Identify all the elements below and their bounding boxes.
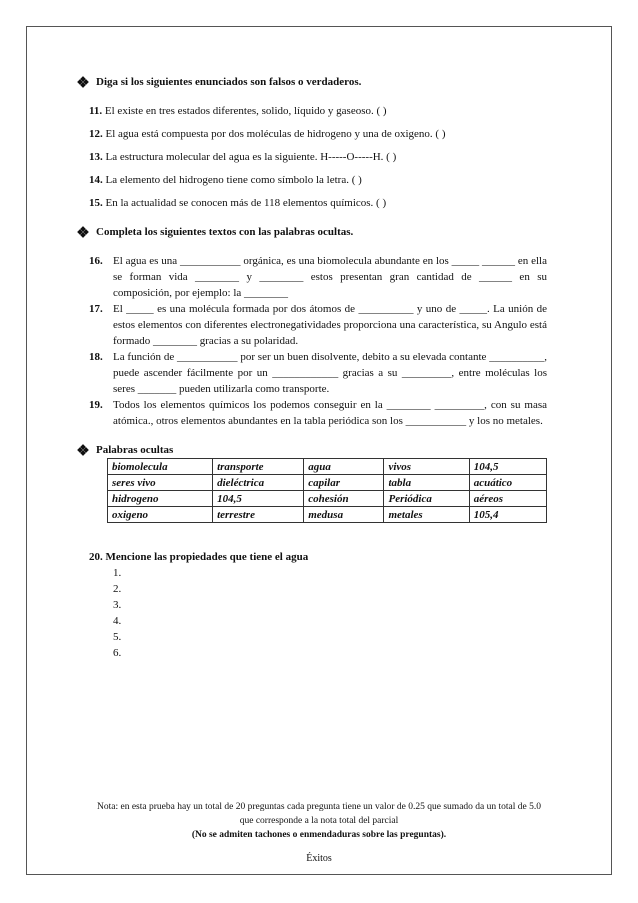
question-number: 20. [89,551,103,563]
question-item [89,195,547,211]
question-item [89,149,547,165]
question-text: La función de ___________ por ser un buen disolvente, debito a su elevada contante __________, puede ascender fácilmente por un ____________ gracias a su _________, entre moléculas los seres _______ pueden utilizarla como transporte. [113,351,547,395]
question-text: La estructura molecular del agua es la siguiente. H-----O-----H. ( ) [105,151,397,163]
question-text: El agua es una ___________ orgánica, es una biomolecula abundante en los _____ ______ en ella se forman vida ________ y ________ estos presentan gran cantidad de ______ en su composición, por ejemplo: la ________ [113,255,547,299]
diamond-bullet-icon [78,227,88,237]
question-text: Mencione las propiedades que tiene el agua [105,551,309,563]
table-cell: biomolecula [108,459,213,475]
diamond-bullet-icon [78,445,88,455]
diamond-bullet-icon [78,77,88,87]
table-cell: vivos [384,459,469,475]
table-cell: oxigeno [108,507,213,523]
question-number: 13. [89,151,103,163]
table-cell: 104,5 [213,491,304,507]
list-item: 1. [113,567,122,579]
footer-text: Éxitos [306,853,332,864]
list-item: 2. [113,583,122,595]
section-heading-text: Palabras ocultas [96,444,174,456]
question-text: La elemento del hidrogeno tiene como símbolo la letra. ( ) [105,174,362,186]
table-cell: Periódica [384,491,469,507]
hidden-words-table [107,458,547,523]
table-row [108,475,547,491]
question-text: En la actualidad se conocen más de 118 elementos químicos. ( ) [105,197,387,209]
table-cell: transporte [213,459,304,475]
section-heading-text: Diga si los siguientes enunciados son falsos o verdaderos. [96,76,362,88]
table-row [108,459,547,475]
question-item [89,349,547,397]
question-number: 18. [89,351,103,363]
question-item [89,253,547,301]
true-false-list [89,103,547,211]
table-cell: acuático [469,475,546,491]
table-cell: 104,5 [469,459,546,475]
question-number: 11. [89,105,103,117]
question-text: El agua está compuesta por dos moléculas de hidrogeno y una de oxigeno. ( ) [105,128,446,140]
table-cell: terrestre [213,507,304,523]
table-cell: cohesión [304,491,384,507]
list-item: 4. [113,615,122,627]
list-item: 3. [113,599,122,611]
table-row [108,491,547,507]
section-heading-hidden-words [89,442,547,458]
question-number: 15. [89,197,103,209]
table-cell: dieléctrica [213,475,304,491]
question-number: 14. [89,174,103,186]
list-item: 6. [113,647,122,659]
table-cell: 105,4 [469,507,546,523]
table-cell: aéreos [469,491,546,507]
question-number: 17. [89,303,103,315]
table-cell: seres vivo [108,475,213,491]
question-item [89,103,547,119]
section-heading-text: Completa los siguientes textos con las palabras ocultas. [96,226,354,238]
question-20 [89,549,547,565]
table-row [108,507,547,523]
exam-note [90,800,548,842]
section-heading-true-false [89,74,547,90]
fill-blanks-list [89,253,547,429]
list-item: 5. [113,631,122,643]
properties-list [113,565,547,661]
table-cell: hidrogeno [108,491,213,507]
table-cell: capilar [304,475,384,491]
note-warning: (No se admiten tachones o enmendaduras sobre las preguntas). [191,830,447,840]
question-item [89,172,547,188]
table-cell: metales [384,507,469,523]
question-number: 19. [89,399,103,411]
exam-content [89,74,547,661]
question-text: Todos los elementos químicos los podemos conseguir en la ________ _________, con su masa atómica., otros elementos abundantes en la tabla periódica son los ___________ y los no metales. [113,399,547,427]
question-item [89,126,547,142]
question-number: 16. [89,255,103,267]
question-item [89,397,547,429]
table-cell: agua [304,459,384,475]
table-cell: tabla [384,475,469,491]
question-number: 12. [89,128,103,140]
note-line: Nota: en esta prueba hay un total de 20 preguntas cada pregunta tiene un valor de 0.25 que sumado da un total de 5.0 que corresponde a la nota total del parcial [97,802,541,826]
question-text: El _____ es una molécula formada por dos átomos de __________ y uno de _____. La unión de estos elementos con diferentes electronegatividades proporciona una característica, su Angulo está formado ________ gracias a su polaridad. [113,303,547,347]
section-heading-fill-blanks [89,224,547,240]
table-cell: medusa [304,507,384,523]
question-text: El existe en tres estados diferentes, solido, líquido y gaseoso. ( ) [104,105,387,117]
question-item [89,301,547,349]
